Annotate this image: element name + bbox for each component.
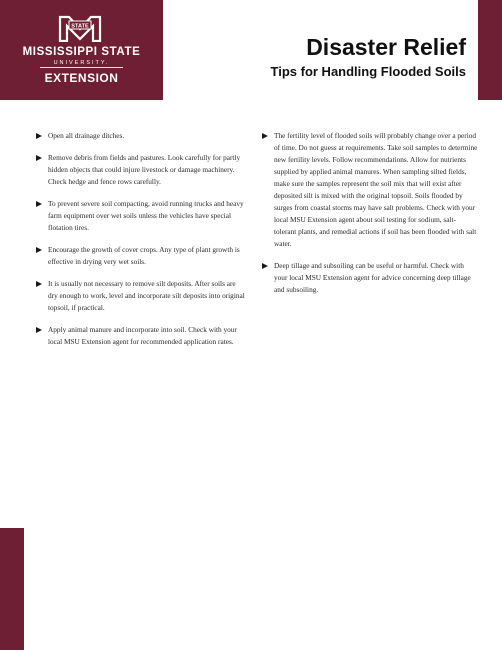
msu-extension-logo	[0, 0, 163, 100]
footer-accent-band	[0, 528, 24, 650]
triangle-bullet-icon	[36, 133, 42, 139]
tip-text: The fertility level of flooded soils will probably change over a period of time. Do not guess at requirements. Take soil samples to determine new fertility levels. Follow recommendations. Allow for nutrients supplied by applied animal manures. When sampling silted fields, make sure the samples represent the soil mix that will exist after deposited silt is mixed with the original topsoil. Soils flooded by surges from coastal storms may have salt problems. Check with your local MSU Extension agent about soil testing for sodium, salt-tolerant plants, and remedial actions if soil has been flooded with salt water.	[274, 131, 478, 248]
logo-university-label: UNIVERSITY.	[53, 60, 110, 66]
logo-extension-label: EXTENSION	[44, 71, 119, 85]
triangle-bullet-icon	[36, 327, 42, 333]
tips-list-right	[262, 130, 478, 306]
tip-text: Open all drainage ditches.	[48, 131, 125, 140]
tip-text: Deep tillage and subsoiling can be useful or harmful. Check with your local MSU Extension agent for advice concerning deep tillage and subsoiling.	[274, 261, 471, 294]
triangle-bullet-icon	[36, 247, 42, 253]
triangle-bullet-icon	[36, 281, 42, 287]
list-item	[36, 152, 246, 188]
msu-m-state-logo-icon	[58, 14, 102, 42]
list-item	[36, 244, 246, 268]
tip-text: Apply animal manure and incorporate into soil. Check with your local MSU Extension agent for recommended application rates.	[48, 325, 237, 346]
list-item	[262, 260, 478, 296]
header-accent-band	[478, 0, 502, 100]
list-item	[262, 130, 478, 250]
triangle-bullet-icon	[262, 133, 268, 139]
logo-divider	[40, 67, 123, 68]
tip-text: To prevent severe soil compacting, avoid running trucks and heavy farm equipment over wet soils unless the vehicles have special flotation tires.	[48, 199, 244, 232]
tip-text: Encourage the growth of cover crops. Any type of plant growth is effective in drying very wet soils.	[48, 245, 240, 266]
list-item	[36, 278, 246, 314]
logo-university-name: MISSISSIPPI STATE	[22, 46, 141, 58]
tip-text: It is usually not necessary to remove silt deposits. After soils are dry enough to work, level and incorporate silt deposits into original topsoil, if practical.	[48, 279, 245, 312]
page-subtitle: Tips for Handling Flooded Soils	[270, 64, 466, 79]
triangle-bullet-icon	[262, 263, 268, 269]
tip-text: Remove debris from fields and pastures. Look carefully for partly hidden objects that could injure livestock or damage machinery. Check hedge and fence rows carefully.	[48, 153, 241, 186]
page-title: Disaster Relief	[306, 34, 466, 60]
list-item	[36, 130, 246, 142]
list-item	[36, 324, 246, 348]
triangle-bullet-icon	[36, 201, 42, 207]
list-item	[36, 198, 246, 234]
tips-list-left	[36, 130, 246, 358]
logo-badge-text: STATE	[71, 23, 89, 30]
triangle-bullet-icon	[36, 155, 42, 161]
